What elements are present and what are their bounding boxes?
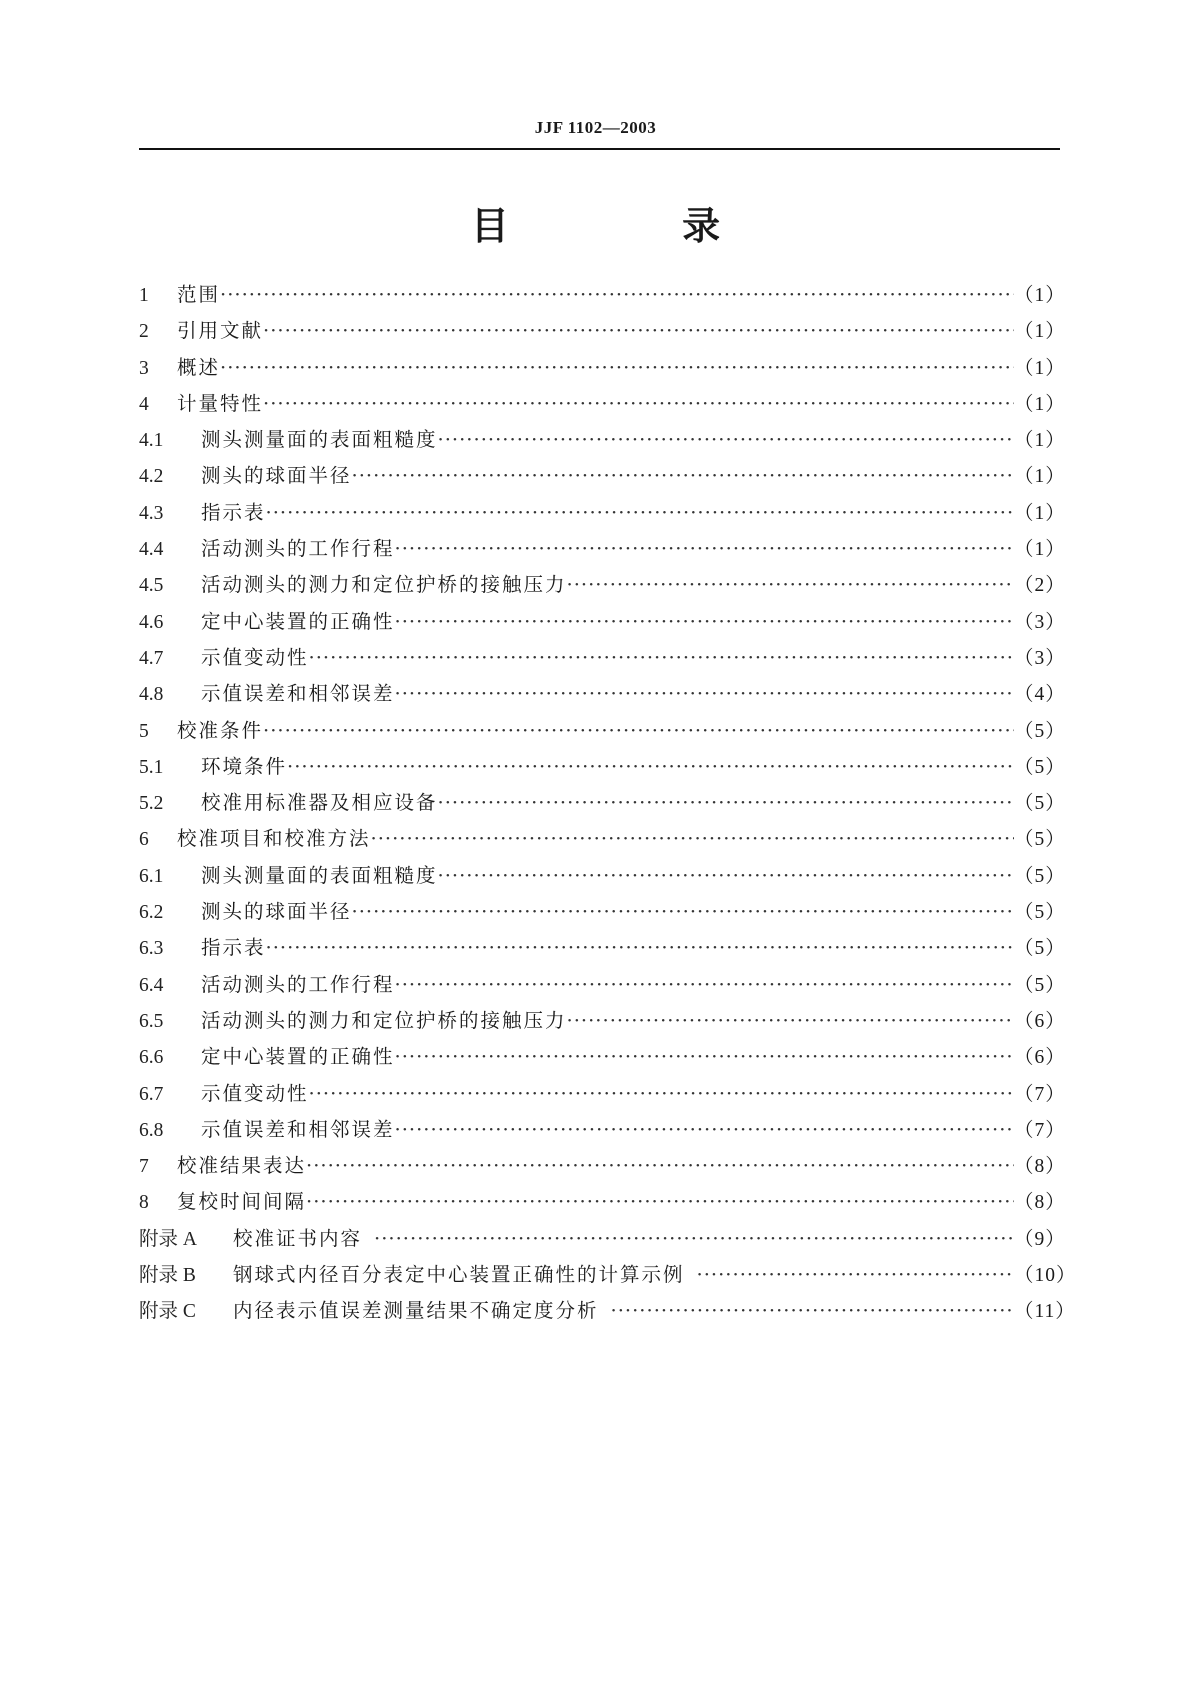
toc-entry[interactable] (139, 785, 1066, 821)
toc-leader-dots (438, 858, 1014, 894)
toc-leader-dots (567, 567, 1014, 603)
page-title: 目 录 (470, 204, 801, 248)
toc-entry-title: 引用文献 (177, 319, 264, 343)
toc-leader-dots (395, 1112, 1014, 1148)
toc-entry-title: 示值变动性 (201, 645, 309, 669)
toc-entry-number: 7 (139, 1156, 149, 1178)
toc-entry-number: 5 (139, 720, 149, 742)
toc-entry-number: 8 (139, 1192, 149, 1214)
toc-entry-number: 4.3 (139, 502, 164, 524)
toc-entry-title: 活动测头的工作行程 (201, 972, 395, 996)
toc-entry-number: 6.5 (139, 1010, 164, 1032)
document-code: JJF 1102—2003 (534, 118, 657, 137)
toc-entry-page: （1） (1014, 502, 1066, 524)
toc-entry[interactable] (139, 713, 1066, 749)
toc-leader-dots (352, 458, 1014, 494)
toc-leader-dots (697, 1257, 1014, 1293)
toc-entry-number: 6.3 (139, 938, 164, 960)
toc-entry-number: 6.7 (139, 1083, 164, 1105)
toc-entry-page: （7） (1014, 1083, 1066, 1105)
toc-entry[interactable] (139, 531, 1066, 567)
toc-entry[interactable] (139, 749, 1066, 785)
toc-entry-number: 4.1 (139, 430, 164, 452)
toc-entry[interactable] (139, 1112, 1066, 1148)
toc-leader-dots (266, 495, 1014, 531)
toc-entry-title: 内径表示值误差测量结果不确定度分析 (233, 1299, 599, 1323)
toc-leader-dots (395, 531, 1014, 567)
toc-entry-page: （6） (1014, 1010, 1066, 1032)
toc-entry[interactable] (139, 1076, 1066, 1112)
toc-entry-number: 附录 B (139, 1265, 196, 1287)
toc-entry-page: （1） (1014, 539, 1066, 561)
toc-entry-title: 示值误差和相邻误差 (201, 1117, 395, 1141)
toc-entry-number: 5.2 (139, 793, 164, 815)
toc-entry-number: 2 (139, 321, 149, 343)
toc-entry-page: （5） (1014, 829, 1066, 851)
toc-entry-number: 4.6 (139, 611, 164, 633)
toc-leader-dots (306, 1184, 1014, 1220)
toc-entry-title: 示值误差和相邻误差 (201, 682, 395, 706)
toc-entry-page: （8） (1014, 1192, 1066, 1214)
toc-entry[interactable] (139, 567, 1066, 603)
toc-leader-dots (306, 1148, 1014, 1184)
toc-entry-title: 校准用标准器及相应设备 (201, 791, 438, 815)
toc-entry-number: 1 (139, 285, 149, 306)
toc-entry-page: （11） (1014, 1301, 1076, 1323)
toc-entry-page: （6） (1014, 1047, 1066, 1069)
toc-leader-dots (371, 821, 1014, 857)
toc-leader-dots (309, 1076, 1014, 1112)
toc-entry-title: 活动测头的工作行程 (201, 537, 395, 561)
toc-entry[interactable] (139, 930, 1066, 966)
toc-entry-title: 校准条件 (177, 718, 264, 742)
toc-entry[interactable] (139, 676, 1066, 712)
toc-entry-page: （1） (1014, 285, 1066, 306)
toc-entry[interactable] (139, 640, 1066, 676)
toc-entry-page: （1） (1014, 357, 1066, 379)
toc-entry-number: 6.6 (139, 1047, 164, 1069)
toc-leader-dots (287, 749, 1014, 785)
toc-entry[interactable] (139, 422, 1066, 458)
toc-entry-page: （5） (1014, 902, 1066, 924)
toc-entry-title: 定中心装置的正确性 (201, 1045, 395, 1069)
table-of-contents (139, 277, 1077, 1330)
toc-entry[interactable] (139, 277, 1066, 313)
toc-entry-title: 示值变动性 (201, 1081, 309, 1105)
toc-entry-title: 概述 (177, 355, 221, 379)
toc-entry-page: （10） (1014, 1265, 1077, 1287)
toc-entry-title: 测头测量面的表面粗糙度 (201, 863, 438, 887)
toc-entry-page: （4） (1014, 684, 1066, 706)
toc-entry[interactable] (139, 458, 1066, 494)
toc-entry-page: （3） (1014, 647, 1066, 669)
toc-entry[interactable] (139, 1184, 1066, 1220)
toc-entry[interactable] (139, 1293, 1076, 1329)
toc-entry[interactable] (139, 858, 1066, 894)
toc-entry-number: 4.2 (139, 466, 164, 488)
toc-entry-number: 6.4 (139, 974, 164, 996)
toc-leader-dots (395, 967, 1014, 1003)
toc-entry[interactable] (139, 967, 1066, 1003)
toc-entry-title: 指示表 (201, 500, 266, 524)
toc-entry-page: （5） (1014, 865, 1066, 887)
toc-leader-dots (395, 1039, 1014, 1075)
toc-entry-title: 钢球式内径百分表定中心装置正确性的计算示例 (233, 1263, 685, 1287)
toc-leader-dots (220, 277, 1014, 313)
toc-entry[interactable] (139, 1039, 1066, 1075)
toc-leader-dots (263, 386, 1014, 422)
toc-leader-dots (395, 604, 1014, 640)
toc-entry-number: 4.8 (139, 684, 164, 706)
toc-entry-title: 校准结果表达 (177, 1154, 307, 1178)
toc-leader-dots (438, 422, 1014, 458)
toc-entry-title: 指示表 (201, 936, 266, 960)
toc-entry-page: （5） (1014, 756, 1066, 778)
toc-leader-dots (611, 1293, 1014, 1329)
toc-entry-number: 6 (139, 829, 149, 851)
toc-entry[interactable] (139, 894, 1066, 930)
toc-entry[interactable] (139, 1221, 1066, 1257)
toc-leader-dots (266, 930, 1014, 966)
toc-entry-page: （9） (1014, 1228, 1066, 1250)
toc-entry-page: （1） (1014, 430, 1066, 452)
toc-entry-page: （5） (1014, 938, 1066, 960)
toc-entry[interactable] (139, 350, 1066, 386)
toc-leader-dots (567, 1003, 1014, 1039)
toc-entry-page: （1） (1014, 393, 1066, 415)
toc-entry-number: 附录 C (139, 1301, 196, 1323)
toc-entry-title: 范围 (177, 283, 221, 306)
toc-leader-dots (263, 713, 1014, 749)
toc-entry[interactable] (139, 386, 1066, 422)
toc-entry-title: 定中心装置的正确性 (201, 609, 395, 633)
toc-entry-number: 4.5 (139, 575, 164, 597)
toc-entry-page: （8） (1014, 1156, 1066, 1178)
toc-entry-page: （5） (1014, 720, 1066, 742)
toc-entry-number: 附录 A (139, 1228, 197, 1250)
header-divider (139, 148, 1060, 150)
toc-entry-number: 6.8 (139, 1119, 164, 1141)
toc-leader-dots (395, 676, 1014, 712)
toc-entry[interactable] (139, 604, 1066, 640)
toc-entry[interactable] (139, 313, 1066, 349)
toc-entry-page: （1） (1014, 321, 1066, 343)
toc-entry[interactable] (139, 1003, 1066, 1039)
toc-entry-page: （5） (1014, 974, 1066, 996)
toc-leader-dots (374, 1221, 1014, 1257)
toc-entry-title: 环境条件 (201, 754, 288, 778)
toc-entry[interactable] (139, 495, 1066, 531)
toc-entry[interactable] (139, 1257, 1077, 1293)
toc-entry-page: （2） (1014, 575, 1066, 597)
toc-entry-number: 5.1 (139, 756, 164, 778)
toc-entry-title: 测头的球面半径 (201, 900, 352, 924)
toc-entry-number: 3 (139, 357, 149, 379)
toc-entry-title: 活动测头的测力和定位护桥的接触压力 (201, 1008, 567, 1032)
toc-entry-title: 校准证书内容 (233, 1226, 363, 1250)
toc-leader-dots (438, 785, 1014, 821)
toc-entry-page: （1） (1014, 466, 1066, 488)
toc-entry[interactable] (139, 1148, 1066, 1184)
toc-entry-title: 测头测量面的表面粗糙度 (201, 428, 438, 452)
toc-leader-dots (263, 313, 1014, 349)
toc-entry-page: （3） (1014, 611, 1066, 633)
toc-entry-title: 校准项目和校准方法 (177, 827, 371, 851)
toc-entry-title: 复校时间间隔 (177, 1190, 307, 1214)
toc-entry-number: 4.4 (139, 539, 164, 561)
toc-entry-title: 计量特性 (177, 391, 264, 415)
toc-entry-number: 6.2 (139, 902, 164, 924)
toc-entry-page: （5） (1014, 793, 1066, 815)
toc-leader-dots (309, 640, 1014, 676)
toc-entry-title: 测头的球面半径 (201, 464, 352, 488)
toc-entry-number: 6.1 (139, 865, 164, 887)
toc-entry-number: 4.7 (139, 647, 164, 669)
toc-entry[interactable] (139, 821, 1066, 857)
toc-entry-number: 4 (139, 393, 149, 415)
toc-leader-dots (352, 894, 1014, 930)
toc-leader-dots (220, 350, 1014, 386)
toc-entry-title: 活动测头的测力和定位护桥的接触压力 (201, 573, 567, 597)
toc-entry-page: （7） (1014, 1119, 1066, 1141)
